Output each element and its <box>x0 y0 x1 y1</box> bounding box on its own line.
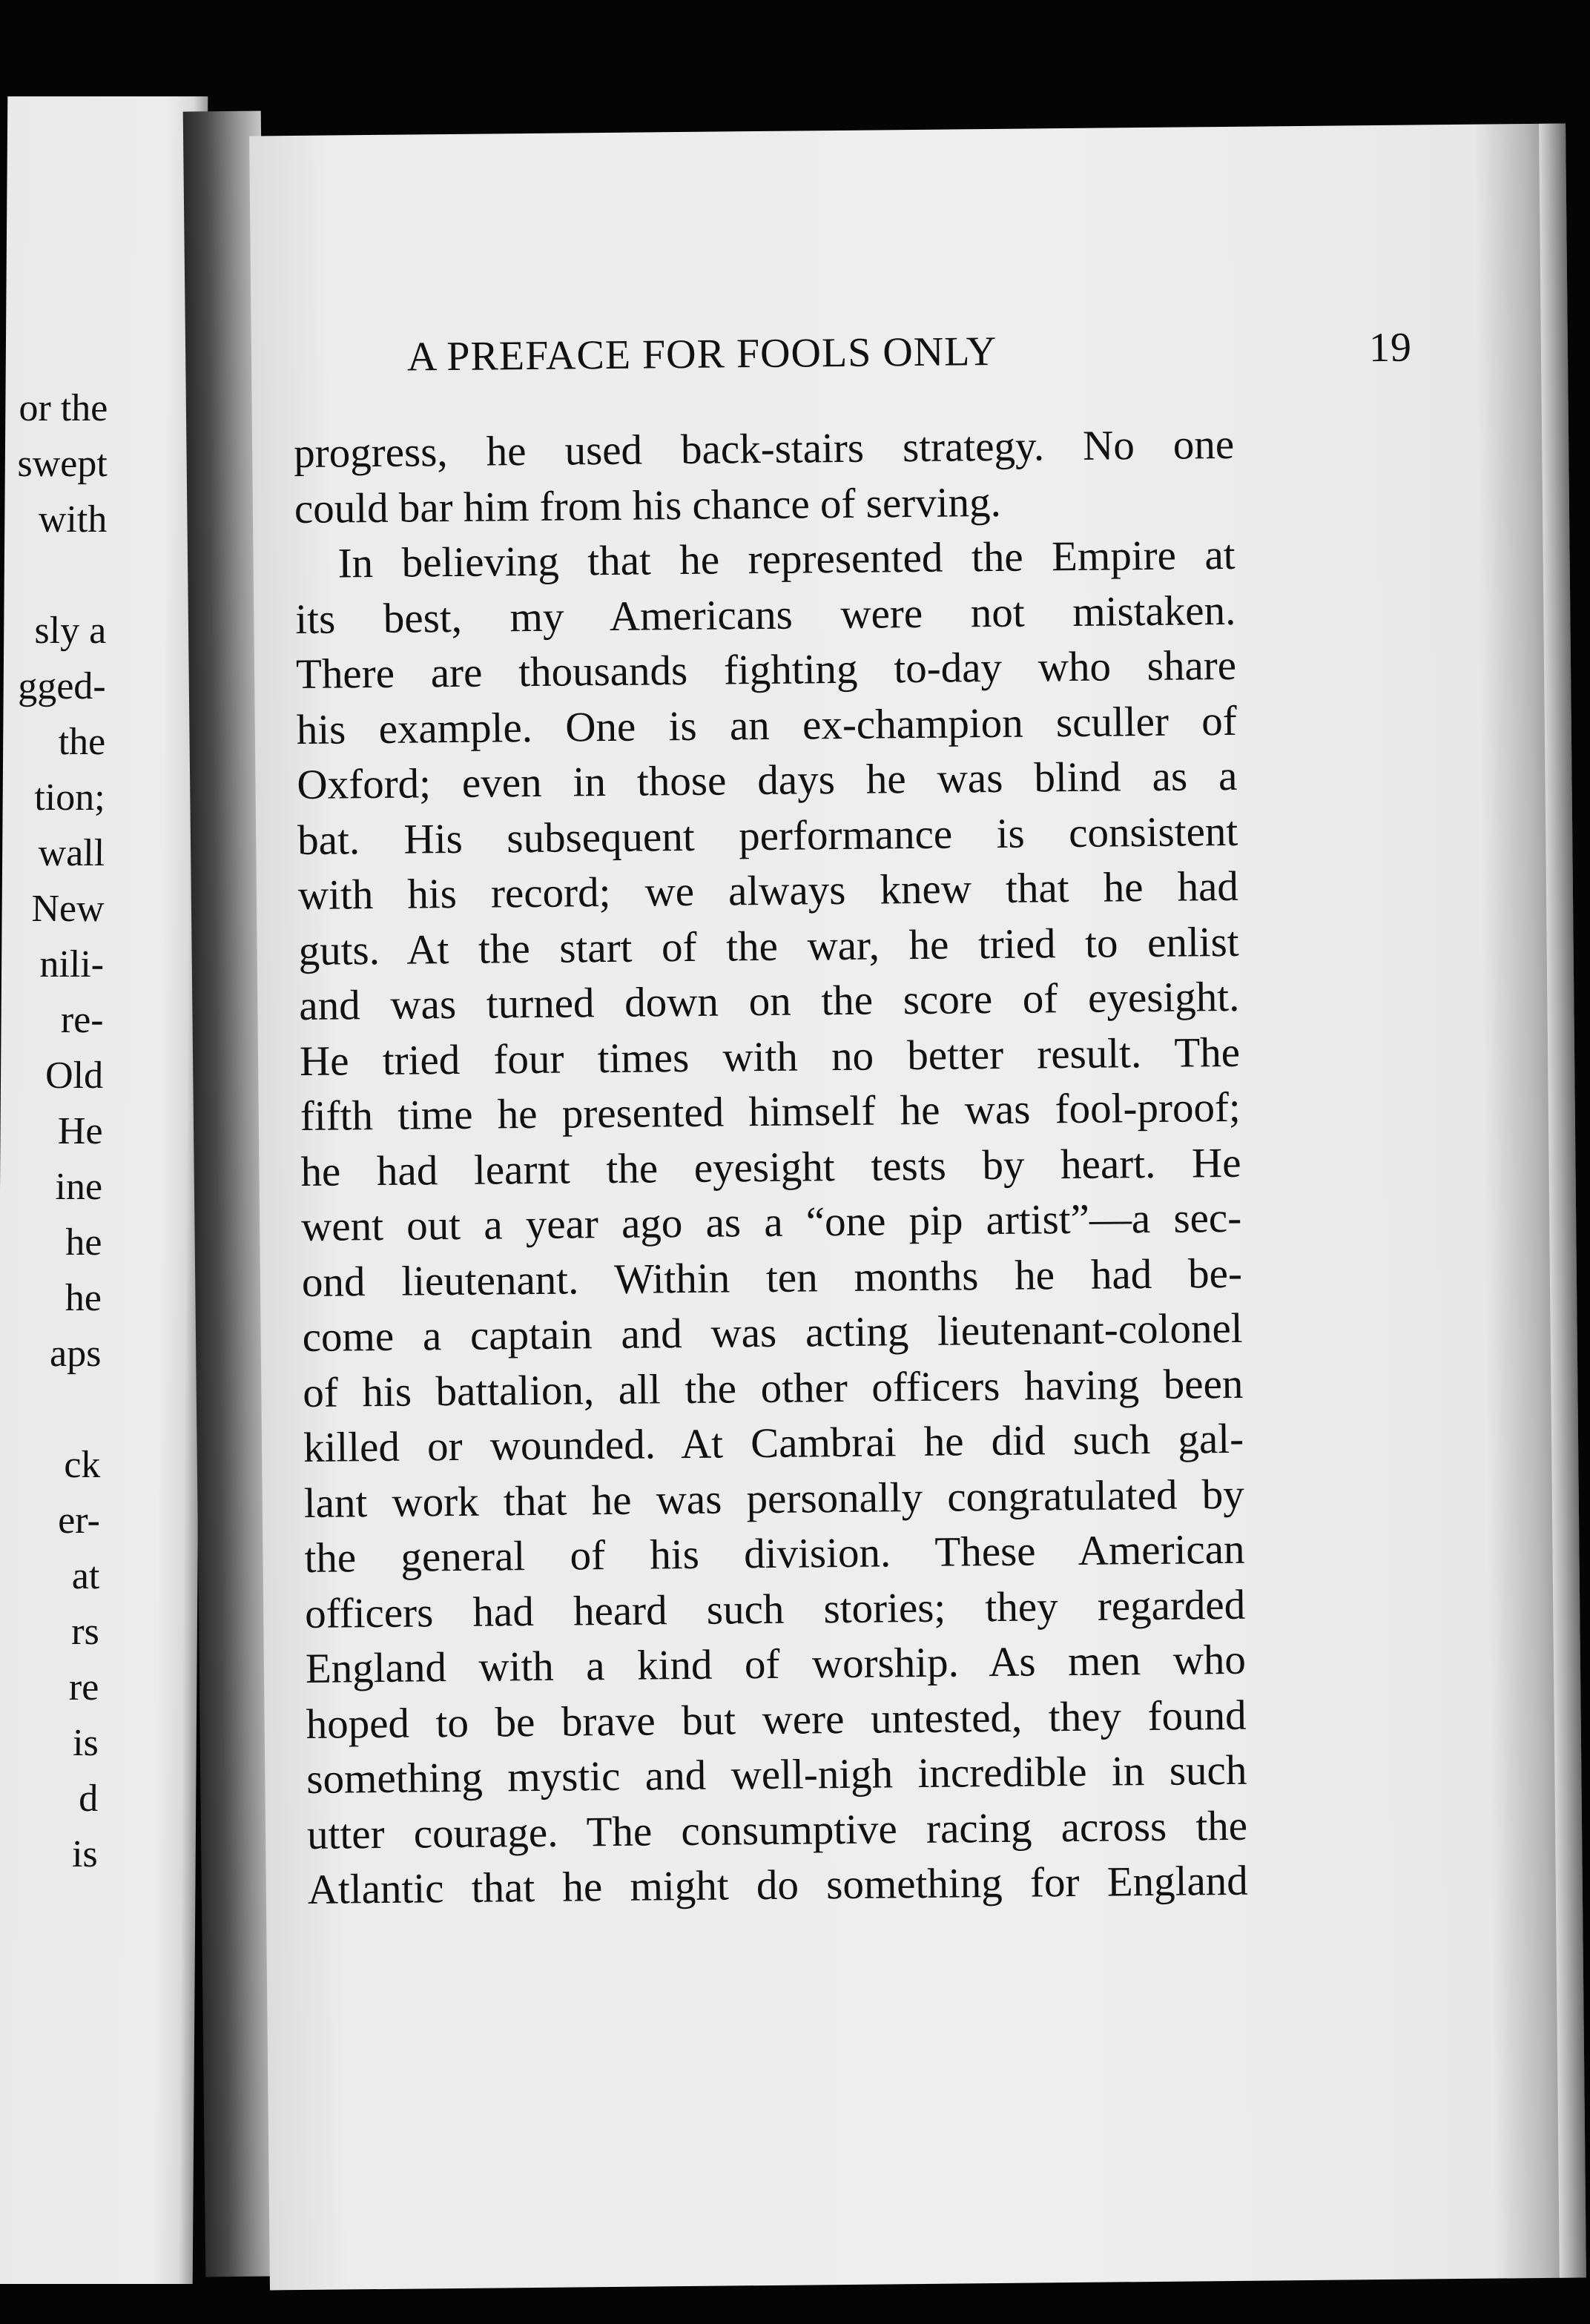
text-line: something mystic and well-nigh incredible in such <box>306 1746 1247 1803</box>
text-line: could bar him from his chance of serving. <box>294 478 1002 532</box>
text-line: guts. At the start of the war, he tried to enlist <box>298 918 1239 974</box>
facing-page-line: rs <box>71 1611 100 1653</box>
text-line: and was turned down on the score of eyesight. <box>299 973 1240 1029</box>
facing-page-line: Old <box>44 1054 104 1097</box>
text-line: In believing that he represented the Empire at <box>337 531 1236 587</box>
facing-page-line: at <box>71 1555 100 1597</box>
facing-page-line: with <box>38 498 108 541</box>
text-line: lant work that he was personally congratulated by <box>303 1470 1245 1527</box>
facing-page-line: tion; <box>34 776 105 819</box>
text-line: of his battalion, all the other officers having been <box>303 1360 1244 1416</box>
facing-page-line: wall <box>38 832 105 874</box>
facing-page-line: nili- <box>39 943 105 986</box>
book-page <box>249 124 1586 2291</box>
text-line: its best, my Americans were not mistaken. <box>295 587 1236 643</box>
body-text <box>294 417 1248 1918</box>
text-line: went out a year ago as a “one pip artist”—a sec- <box>300 1194 1242 1250</box>
facing-page-line: swept <box>17 443 108 485</box>
text-line: killed or wounded. At Cambrai he did such gal- <box>303 1415 1244 1471</box>
facing-page-line: aps <box>49 1333 102 1375</box>
running-head-title: A PREFACE FOR FOOLS ONLY <box>406 328 997 380</box>
page-edge <box>1539 124 1586 2278</box>
facing-page-line: sly a <box>34 610 107 652</box>
facing-page-line: New <box>31 888 105 930</box>
text-line: He tried four times with no better result. The <box>299 1029 1241 1085</box>
facing-page-line: He <box>57 1110 103 1152</box>
text-line: with his record; we always knew that he had <box>297 862 1239 919</box>
facing-page-line: he <box>65 1277 102 1319</box>
facing-page-line: ck <box>64 1444 101 1486</box>
text-line: utter courage. The consumptive racing across the <box>306 1802 1248 1858</box>
text-line: bat. His subsequent performance is consistent <box>297 808 1238 864</box>
text-line: come a captain and was acting lieutenant-colonel <box>302 1304 1243 1361</box>
facing-page-line: re- <box>60 999 104 1041</box>
text-line: hoped to be brave but were untested, they found <box>306 1691 1247 1748</box>
facing-page-line: or the <box>19 387 108 429</box>
text-line: officers had heard such stories; they regarded <box>304 1581 1246 1637</box>
text-line: progress, he used back-stairs strategy. No one <box>293 420 1235 478</box>
facing-page-line: ine <box>55 1166 103 1208</box>
text-line: the general of his division. These American <box>304 1525 1245 1582</box>
text-line: fifth time he presented himself he was fool-proof; <box>300 1083 1241 1140</box>
facing-page-line: the <box>58 721 106 763</box>
facing-page-line: gged- <box>18 665 106 707</box>
facing-page-fragment <box>0 96 208 2284</box>
text-line: England with a kind of worship. As men who <box>305 1636 1247 1692</box>
facing-page-line: re <box>68 1666 99 1709</box>
facing-page-line: d <box>79 1777 99 1820</box>
text-line: There are thousands fighting to-day who share <box>295 641 1237 699</box>
facing-page-line: er- <box>58 1499 101 1542</box>
text-line: he had learnt the eyesight tests by heart. He <box>300 1139 1241 1195</box>
facing-page-line: is <box>72 1722 99 1764</box>
text-line: Oxford; even in those days he was blind as a <box>297 752 1238 809</box>
page-number: 19 <box>1368 324 1413 372</box>
facing-page-line: he <box>65 1221 102 1264</box>
running-head <box>406 324 1413 380</box>
text-line: Atlantic that he might do something for England <box>307 1857 1249 1913</box>
text-line: his example. One is an ex-champion sculler of <box>296 697 1238 753</box>
text-line: ond lieutenant. Within ten months he had be- <box>301 1250 1243 1306</box>
facing-page-line: is <box>71 1833 98 1875</box>
